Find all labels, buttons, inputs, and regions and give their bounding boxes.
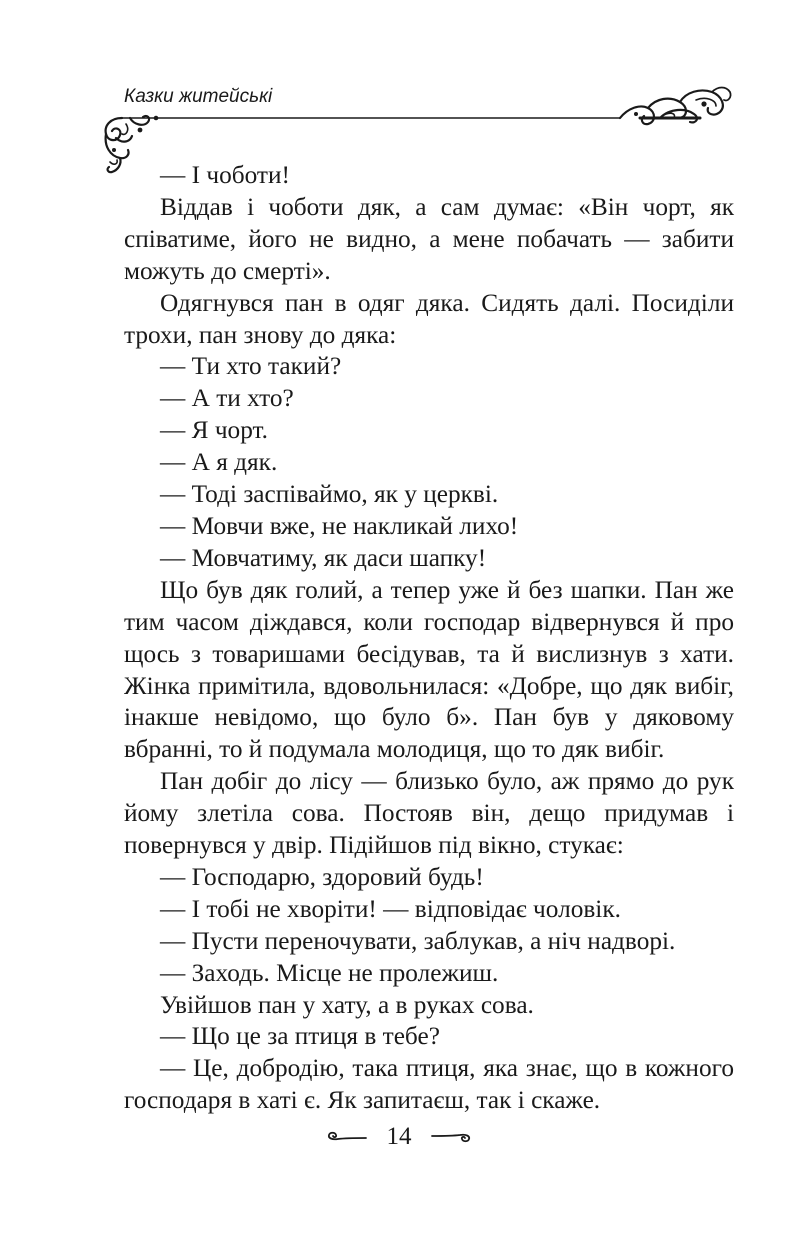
paragraph: — Господарю, здоровий будь! [160, 862, 484, 891]
paragraph: — Що це за птиця в тебе? [160, 1022, 440, 1051]
paragraph: — Пусти переночувати, заблукав, а ніч надворі. [160, 926, 676, 955]
page-folio [0, 1122, 798, 1151]
body-text [124, 160, 734, 1117]
paragraph: — Тоді заспіваймо, як у церкві. [160, 480, 499, 509]
rule-dot [154, 116, 159, 121]
page-number: 14 [386, 1123, 412, 1151]
running-title: Казки житейські [124, 86, 273, 107]
paragraph: — Мовчатиму, як даси шапку! [160, 543, 487, 572]
paragraph: Пан добіг до лісу — близько було, аж прямо до рук йому злетіла сова. Постояв він, дещо придумав і повернувся у двір. Підійшов під вікно, стукає: [124, 767, 734, 860]
paragraph: — Мовчи вже, не накликай лихо! [160, 511, 519, 540]
paragraph: Увійшов пан у хату, а в руках сова. [160, 990, 534, 1019]
paragraph: — Я чорт. [160, 416, 268, 445]
paragraph: — Ти хто такий? [160, 352, 342, 381]
paragraph: Що був дяк голий, а тепер уже й без шапки. Пан же тим часом діждався, коли господар відвернувся й про щось з товаришами бесідував, та й вислизнув з хати. Жінка примітила, вдовольнилася: «Добре, що дяк вибіг, інакше невідомо, що було б». Пан був у дяковому вбранні, то й подумала молодиця, що то дяк вибіг. [124, 575, 734, 764]
flourish-scroll-ornament-icon [620, 88, 731, 125]
swash-ornament-icon [326, 1129, 368, 1145]
paragraph: — А ти хто? [160, 384, 294, 413]
paragraph: — А я дяк. [160, 448, 278, 477]
swash-ornament-icon [430, 1129, 472, 1145]
paragraph: Одягнувся пан в одяг дяка. Сидять далі. Посиділи трохи, пан знову до дяка: [124, 288, 734, 349]
paragraph: — І чоботи! [160, 161, 290, 189]
paragraph: — Заходь. Місце не пролежиш. [160, 958, 499, 987]
paragraph: Віддав і чоботи дяк, а сам думає: «Він чорт, як співатиме, його не видно, а мене побачать — забити можуть до смерті». [124, 192, 734, 285]
paragraph: — Це, добродію, така птиця, яка знає, що в кожного господаря в хаті є. Як запитаєш, так і скаже. [124, 1054, 734, 1115]
paragraph: — І тобі не хворіти! — відповідає чоловік. [160, 894, 621, 923]
